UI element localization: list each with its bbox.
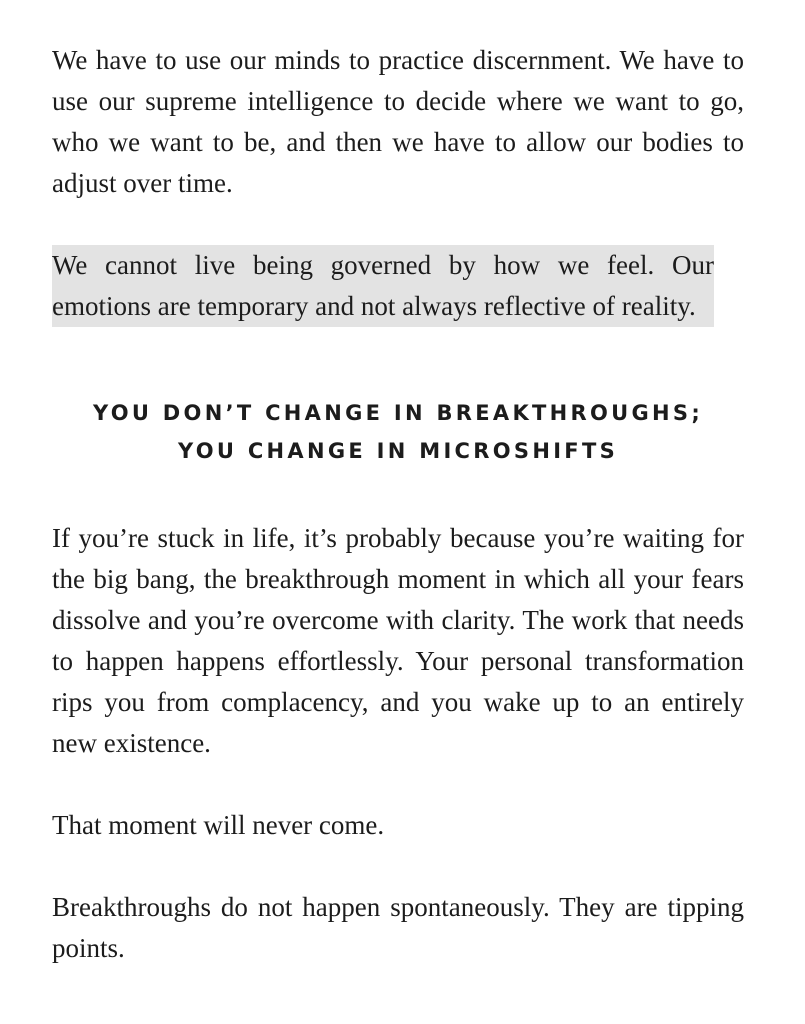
paragraph-highlighted[interactable] [52,245,744,327]
text-highlight[interactable]: We cannot live being governed by how we feel. Our emotions are temporary and not always reflective of reality. [52,245,714,327]
paragraph-stuck-in-life: If you’re stuck in life, it’s probably because you’re waiting for the big bang, the breakthrough moment in which all your fears dissolve and you’re overcome with clarity. The work that needs to happen happens effortlessly. Your personal transformation rips you from complacency, and you wake up to an entirely new existence. [52,523,744,758]
paragraph-moment: That moment will never come. [52,810,385,840]
book-page [52,40,744,969]
heading-line-2: YOU CHANGE IN MICROSHIFTS [177,439,619,463]
paragraph-discernment: We have to use our minds to practice discernment. We have to use our supreme intelligence to decide where we want to go, who we want to be, and then we have to allow our bodies to adjust over time. [52,45,744,198]
section-heading [52,394,744,470]
paragraph-breakthroughs: Breakthroughs do not happen spontaneously. They are tipping points. [52,892,744,963]
heading-line-1: YOU DON’T CHANGE IN BREAKTHROUGHS; [92,401,704,425]
